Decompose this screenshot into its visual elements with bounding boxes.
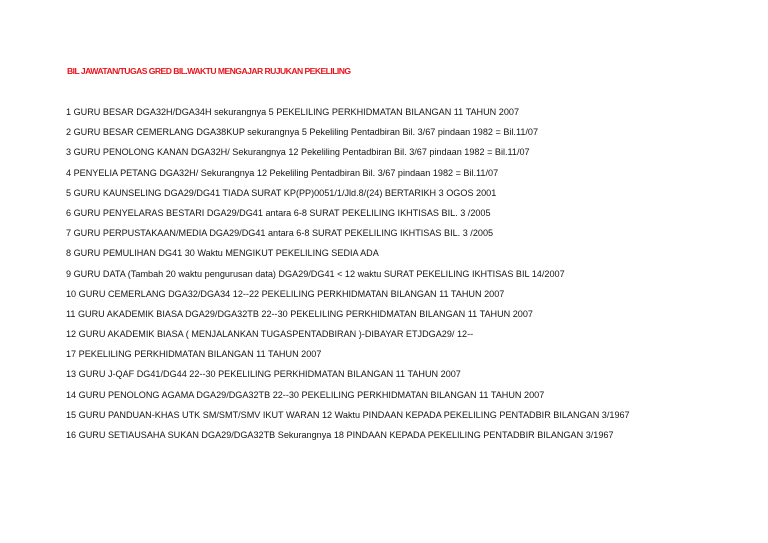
- list-item: 13 GURU J-QAF DG41/DG44 22--30 PEKELILING PERKHIDMATAN BILANGAN 11 TAHUN 2007: [66, 369, 461, 380]
- list-item: 12 GURU AKADEMIK BIASA ( MENJALANKAN TUGASPENTADBIRAN )-DIBAYAR ETJDGA29/ 12--: [66, 329, 474, 340]
- list-item: 1 GURU BESAR DGA32H/DGA34H sekurangnya 5 PEKELILING PERKHIDMATAN BILANGAN 11 TAHUN 2007: [66, 107, 519, 117]
- list-item: 3 GURU PENOLONG KANAN DGA32H/ Sekurangnya 12 Pekeliling Pentadbiran Bil. 3/67 pindaan 1982 = Bil.11/07: [66, 147, 530, 158]
- list-item: 17 PEKELILING PERKHIDMATAN BILANGAN 11 TAHUN 2007: [66, 349, 322, 360]
- list-item: 9 GURU DATA (Tambah 20 waktu pengurusan data) DGA29/DG41 < 12 waktu SURAT PEKELILING IKHTISAS BIL 14/2007: [66, 268, 565, 279]
- list-item: 8 GURU PEMULIHAN DG41 30 Waktu MENGIKUT PEKELILING SEDIA ADA: [66, 248, 379, 259]
- list-item: 2 GURU BESAR CEMERLANG DGA38KUP sekurangnya 5 Pekeliling Pentadbiran Bil. 3/67 pindaan 1982 = Bil.11/07: [66, 127, 539, 138]
- list-item: 4 PENYELIA PETANG DGA32H/ Sekurangnya 12 Pekeliling Pentadbiran Bil. 3/67 pindaan 1982 = Bil.11/07: [66, 167, 499, 178]
- list-item: 10 GURU CEMERLANG DGA32/DGA34 12--22 PEKELILING PERKHIDMATAN BILANGAN 11 TAHUN 2007: [66, 288, 505, 299]
- list-item: 16 GURU SETIAUSAHA SUKAN DGA29/DGA32TB Sekurangnya 18 PINDAAN KEPADA PEKELILING PENTADBIR BILANGAN 3/1967: [66, 430, 614, 440]
- list-item: 14 GURU PENOLONG AGAMA DGA29/DGA32TB 22--30 PEKELILING PERKHIDMATAN BILANGAN 11 TAHUN 2007: [66, 389, 545, 400]
- document-heading: BIL JAWATAN/TUGAS GRED BIL.WAKTU MENGAJAR RUJUKAN PEKELILING: [67, 66, 351, 76]
- teacher-duty-list: [66, 104, 756, 447]
- list-item: 7 GURU PERPUSTAKAAN/MEDIA DGA29/DG41 antara 6-8 SURAT PEKELILING IKHTISAS BIL. 3 /2005: [66, 228, 494, 239]
- list-item: 5 GURU KAUNSELING DGA29/DG41 TIADA SURAT KP(PP)0051/1/Jld.8/(24) BERTARIKH 3 OGOS 2001: [66, 187, 497, 198]
- list-item: 11 GURU AKADEMIK BIASA DGA29/DGA32TB 22--30 PEKELILING PERKHIDMATAN BILANGAN 11 TAHUN 2007: [66, 308, 533, 319]
- list-item: 6 GURU PENYELARAS BESTARI DGA29/DG41 antara 6-8 SURAT PEKELILING IKHTISAS BIL. 3 /2005: [66, 207, 491, 218]
- list-item: 15 GURU PANDUAN-KHAS UTK SM/SMT/SMV IKUT WARAN 12 Waktu PINDAAN KEPADA PEKELILING PENTADBIR BILANGAN 3/1967: [66, 409, 630, 420]
